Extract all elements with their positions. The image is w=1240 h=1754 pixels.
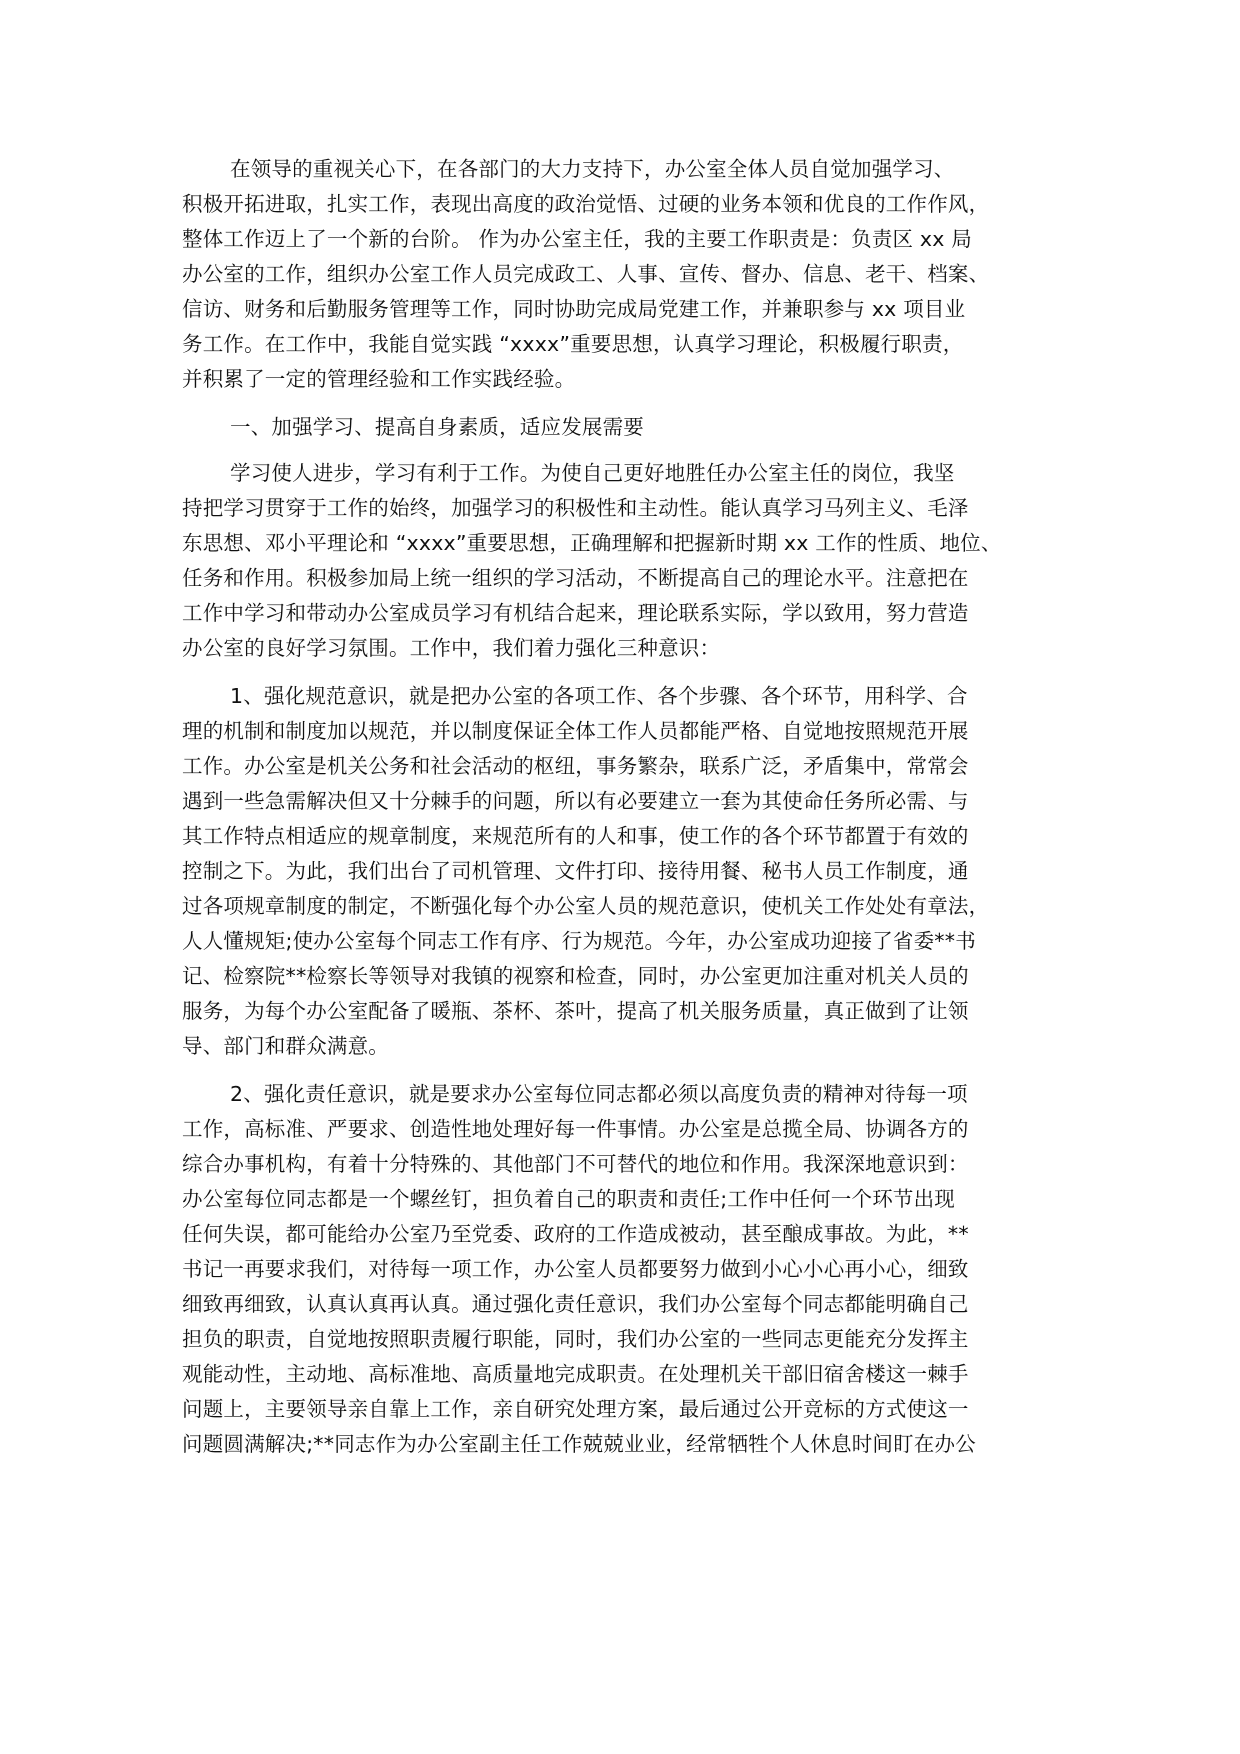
text-line: 过各项规章制度的制定，不断强化每个办公室人员的规范意识，使机关工作处处有章法， <box>182 894 990 918</box>
section-heading: 一、加强学习、提高自身素质，适应发展需要 <box>230 415 644 439</box>
text-line: 问题上，主要领导亲自靠上工作，亲自研究处理方案，最后通过公开竞标的方式使这一 <box>182 1397 969 1421</box>
text-line: 任务和作用。积极参加局上统一组织的学习活动，不断提高自己的理论水平。注意把在 <box>182 566 969 590</box>
text-line: 办公室的良好学习氛围。工作中，我们着力强化三种意识： <box>182 636 721 660</box>
text-line: 任何失误，都可能给办公室乃至党委、政府的工作造成被动，甚至酿成事故。为此，** <box>182 1222 969 1246</box>
text-line: 并积累了一定的管理经验和工作实践经验。 <box>182 367 576 391</box>
text-line: 人人懂规矩;使办公室每个同志工作有序、行为规范。今年，办公室成功迎接了省委**书 <box>182 929 976 953</box>
text-line: 书记一再要求我们，对待每一项工作，办公室人员都要努力做到小心小心再小心，细致 <box>182 1257 969 1281</box>
text-line: 在领导的重视关心下，在各部门的大力支持下，办公室全体人员自觉加强学习、 <box>230 157 955 181</box>
text-line: 务工作。在工作中，我能自觉实践 “xxxx”重要思想，认真学习理论，积极履行职责， <box>182 332 964 356</box>
text-line: 理的机制和制度加以规范，并以制度保证全体工作人员都能严格、自觉地按照规范开展 <box>182 719 969 743</box>
text-line: 问题圆满解决;**同志作为办公室副主任工作兢兢业业，经常牺牲个人休息时间盯在办公 <box>182 1432 976 1456</box>
text-line: 担负的职责，自觉地按照职责履行职能，同时，我们办公室的一些同志更能充分发挥主 <box>182 1327 969 1351</box>
text-line: 持把学习贯穿于工作的始终，加强学习的积极性和主动性。能认真学习马列主义、毛泽 <box>182 496 969 520</box>
text-line: 工作，高标准、严要求、创造性地处理好每一件事情。办公室是总揽全局、协调各方的 <box>182 1117 969 1141</box>
text-line: 办公室每位同志都是一个螺丝钉，担负着自己的职责和责任;工作中任何一个环节出现 <box>182 1187 956 1211</box>
text-line: 工作。办公室是机关公务和社会活动的枢纽，事务繁杂，联系广泛，矛盾集中，常常会 <box>182 754 969 778</box>
text-line: 学习使人进步，学习有利于工作。为使自己更好地胜任办公室主任的岗位，我坚 <box>230 461 955 485</box>
text-line: 观能动性，主动地、高标准地、高质量地完成职责。在处理机关干部旧宿舍楼这一棘手 <box>182 1362 969 1386</box>
text-line: 1、强化规范意识，就是把办公室的各项工作、各个步骤、各个环节，用科学、合 <box>230 684 968 708</box>
text-line: 其工作特点相适应的规章制度，来规范所有的人和事，使工作的各个环节都置于有效的 <box>182 824 969 848</box>
text-line: 记、检察院**检察长等领导对我镇的视察和检查，同时，办公室更加注重对机关人员的 <box>182 964 969 988</box>
text-line: 导、部门和群众满意。 <box>182 1034 389 1058</box>
text-line: 遇到一些急需解决但又十分棘手的问题，所以有必要建立一套为其使命任务所必需、与 <box>182 789 969 813</box>
text-line: 东思想、邓小平理论和 “xxxx”重要思想，正确理解和把握新时期 xx 工作的性质、地位、 <box>182 531 1002 555</box>
text-line: 综合办事机构，有着十分特殊的、其他部门不可替代的地位和作用。我深深地意识到： <box>182 1152 969 1176</box>
text-line: 积极开拓进取，扎实工作，表现出高度的政治觉悟、过硬的业务本领和优良的工作作风， <box>182 192 990 216</box>
text-line: 服务，为每个办公室配备了暖瓶、茶杯、茶叶，提高了机关服务质量，真正做到了让领 <box>182 999 969 1023</box>
text-line: 整体工作迈上了一个新的台阶。 作为办公室主任，我的主要工作职责是：负责区 xx 局 <box>182 227 973 251</box>
text-line: 控制之下。为此，我们出台了司机管理、文件打印、接待用餐、秘书人员工作制度，通 <box>182 859 969 883</box>
text-line: 信访、财务和后勤服务管理等工作，同时协助完成局党建工作，并兼职参与 xx 项目业 <box>182 297 966 321</box>
text-line: 工作中学习和带动办公室成员学习有机结合起来，理论联系实际，学以致用，努力营造 <box>182 601 969 625</box>
text-line: 2、强化责任意识，就是要求办公室每位同志都必须以高度负责的精神对待每一项 <box>230 1082 968 1106</box>
text-line: 细致再细致，认真认真再认真。通过强化责任意识，我们办公室每个同志都能明确自己 <box>182 1292 969 1316</box>
text-line: 办公室的工作，组织办公室工作人员完成政工、人事、宣传、督办、信息、老干、档案、 <box>182 262 990 286</box>
